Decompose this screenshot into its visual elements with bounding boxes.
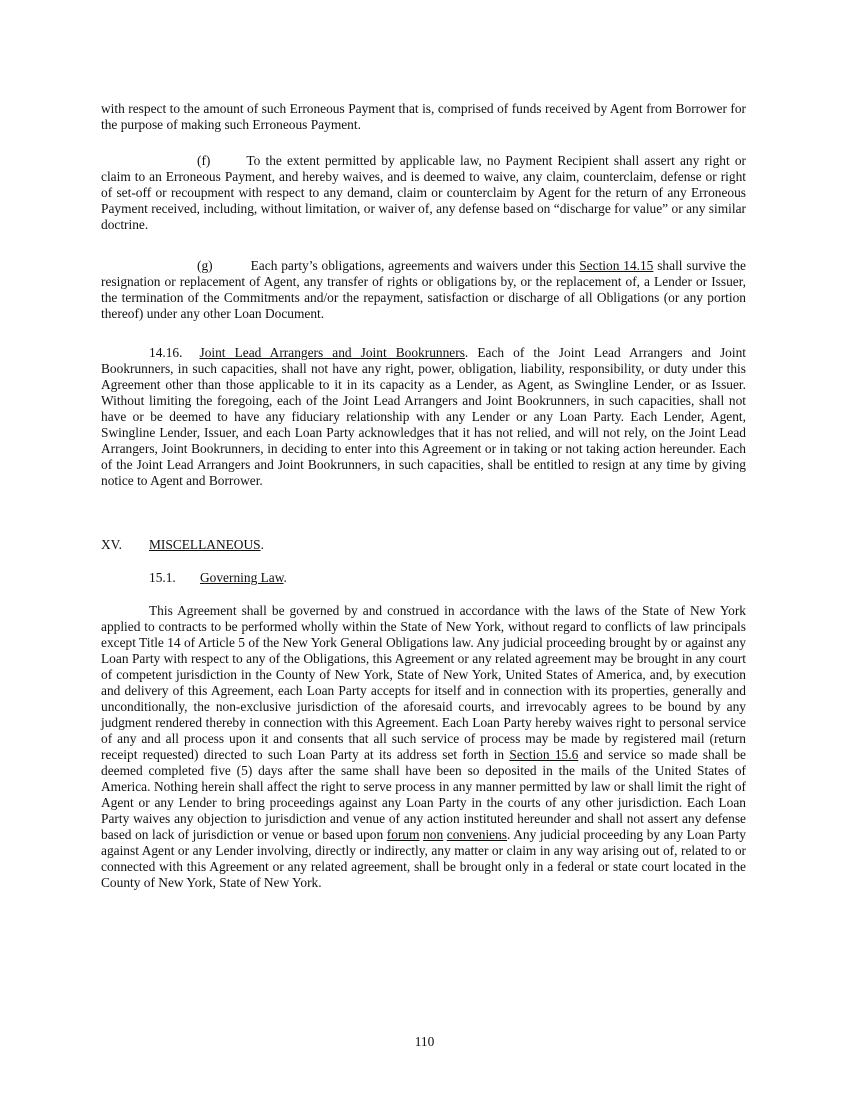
paragraph-f bbox=[101, 153, 746, 233]
paragraph-carryover: with respect to the amount of such Erroneous Payment that is, comprised of funds received by Agent from Borrower for the purpose of making such Erroneous Payment. bbox=[101, 101, 746, 132]
section-15-1-number: 15.1. bbox=[149, 570, 176, 585]
section-14-16: 14.16. Joint Lead Arrangers and Joint Bookrunners. Each of the Joint Lead Arrangers and Joint Bookrunners, in such capacities, shall not have any right, power, obligation, liability, responsibility, or duty under this Agreement other than those applicable to it in its capacity as a Lender, as Agent, as Swingline Lender, or as Issuer. Without limiting the foregoing, each of the Joint Lead Arrangers and Joint Bookrunners, in such capacities, shall not have or be deemed to have any fiduciary relationship with any Lender or any Loan Party. Each Lender, Agent, Swingline Lender, Issuer, and each Loan Party acknowledges that it has not relied, and will not rely, on the Joint Lead Arrangers, Joint Bookrunners, in deciding to enter into this Agreement or in taking or not taking action hereunder. Each of the Joint Lead Arrangers and Joint Bookrunners, in such capacities, shall be entitled to resign at any time by giving notice to Agent and Borrower. bbox=[101, 345, 746, 488]
governing-law-paragraph: This Agreement shall be governed by and construed in accordance with the laws of the State of New York applied to contracts to be performed wholly within the State of New York, without regard to conflicts of law principals except Title 14 of Article 5 of the New York General Obligations law. Any judicial proceeding brought by or against any Loan Party with respect to any of the Obligations, this Agreement or any related agreement may be brought in any court of competent jurisdiction in the County of New York, State of New York, United States of America, and, by execution and delivery of this Agreement, each Loan Party accepts for itself and in connection with its properties, generally and unconditionally, the non-exclusive jurisdiction of the aforesaid courts, and irrevocably agrees to be bound by any judgment rendered thereby in connection with this Agreement. Each Loan Party hereby waives right to personal service of any and all process upon it and consents that all such service of process may be made by registered mail (return receipt requested) directed to such Loan Party at its address set forth in Section 15.6 and service so made shall be deemed completed five (5) days after the same shall have been so deposited in the mails of the United States of America. Nothing herein shall affect the right to serve process in any manner permitted by law or shall limit the right of Agent or any Lender to bring proceedings against any Loan Party in the courts of any other jurisdiction. Each Loan Party waives any objection to jurisdiction and venue of any action instituted hereunder and shall not assert any defense based on lack of jurisdiction or venue or based upon forum non conveniens. Any judicial proceeding by any Loan Party against Agent or any Lender involving, directly or indirectly, any matter or claim in any way arising out of, related to or connected with this Agreement or any related agreement, shall be brought only in a federal or state court located in the County of New York, State of New York. bbox=[101, 603, 746, 890]
forum-word: forum bbox=[386, 827, 420, 842]
paragraph-g: (g) Each party’s obligations, agreements and waivers under this Section 14.15 shall survive the resignation or replacement of Agent, any transfer of rights or obligations by, or the replacement of, a Lender or Issuer, the termination of the Commitments and/or the repayment, satisfaction or discharge of all Obligations (or any portion thereof) under any other Loan Document. bbox=[101, 258, 746, 321]
paragraph-f-marker: (f) bbox=[197, 153, 211, 168]
paragraph-f-text: To the extent permitted by applicable law, no Payment Recipient shall assert any right or claim to an Erroneous Payment, and hereby waives, and is deemed to waive, any claim, counterclaim, defense or right of set-off or recoupment with respect to any demand, claim or counterclaim by Agent for the return of any Erroneous Payment received, including, without limitation, or waiver of, any defense based on “discharge for value” or any similar doctrine. bbox=[101, 153, 746, 232]
paragraph-g-marker: (g) bbox=[197, 258, 213, 273]
section-14-16-title: Joint Lead Arrangers and Joint Bookrunners bbox=[199, 345, 465, 360]
conveniens-word: conveniens bbox=[446, 827, 508, 842]
section-14-15-reference: Section 14.15 bbox=[579, 258, 654, 273]
article-xv-number: XV. bbox=[101, 537, 122, 552]
article-xv-heading: XV. MISCELLANEOUS. bbox=[101, 537, 264, 552]
section-14-16-text: Each of the Joint Lead Arrangers and Joint Bookrunners, in such capacities, shall not have any right, power, obligation, liability, responsibility, or duty under this Agreement other than those applicable to it in its capacity as a Lender, as Agent, as Swingline Lender, or as Issuer. Without limiting the foregoing, each of the Joint Lead Arrangers and Joint Bookrunners, in such capacities, shall not have or be deemed to have any fiduciary relationship with any Lender or any Loan Party. Each Lender, Agent, Swingline Lender, Issuer, and each Loan Party acknowledges that it has not relied, and will not rely, on the Joint Lead Arrangers, Joint Bookrunners, in deciding to enter into this Agreement or in taking or not taking action hereunder. Each of the Joint Lead Arrangers and Joint Bookrunners, in such capacities, shall be entitled to resign at any time by giving notice to Agent and Borrower. bbox=[101, 345, 746, 488]
section-14-16-number: 14.16. bbox=[149, 345, 183, 360]
article-xv-title: MISCELLANEOUS bbox=[149, 537, 261, 552]
non-word: non bbox=[423, 827, 444, 842]
section-15-6-reference: Section 15.6 bbox=[509, 747, 579, 762]
section-15-1-heading: 15.1. Governing Law. bbox=[149, 570, 287, 585]
section-15-1-title: Governing Law bbox=[200, 570, 284, 585]
page-number: 110 bbox=[414, 1034, 435, 1049]
